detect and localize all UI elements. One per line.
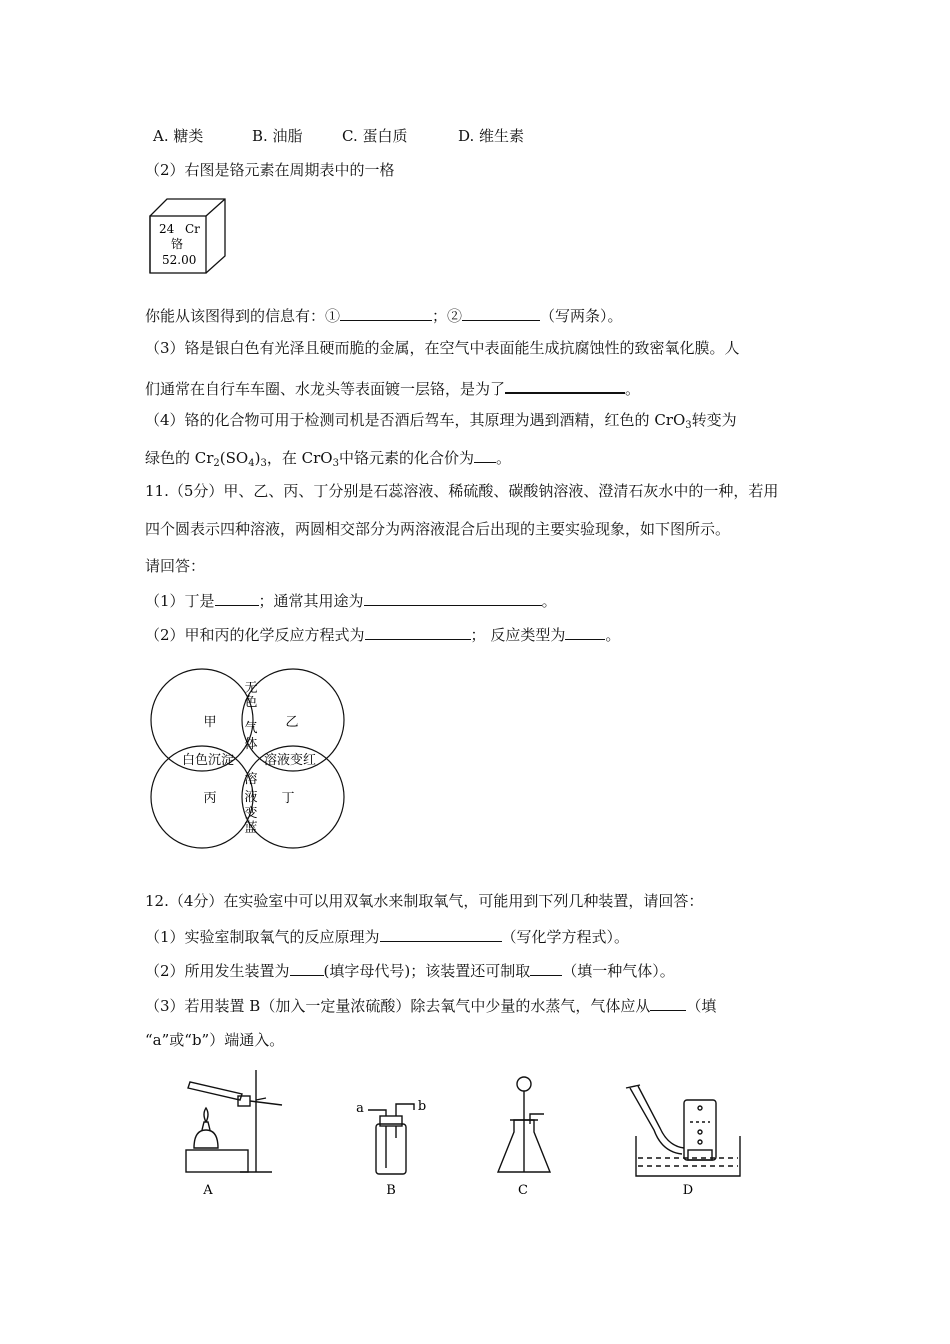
apparatus-label-b: B xyxy=(386,1183,396,1198)
q11-part1: （1）丁是 ；通常其用途为 。 xyxy=(145,589,557,611)
q10-part3-line1: （3）铬是银白色有光泽且硬而脆的金属，在空气中表面能生成抗腐蚀性的致密氧化膜。人 xyxy=(145,339,740,357)
q12-part2: （2）所用发生装置为 (填字母代号)；该装置还可制取 （填一种气体）。 xyxy=(145,959,675,981)
overlap-bottom-4: 蓝 xyxy=(244,821,258,836)
answer-blank-11[interactable] xyxy=(530,959,562,976)
option-a: A. 糖类 xyxy=(153,127,204,145)
answer-blank-7[interactable] xyxy=(365,623,471,640)
overlap-top-3: 气 xyxy=(244,721,258,736)
option-d: D. 维生素 xyxy=(458,127,525,145)
q12-line1: 12.（4分）在实验室中可以用双氧水来制取氧气，可能用到下列几种装置，请回答： xyxy=(145,892,704,910)
q11-line3: 请回答： xyxy=(145,557,206,575)
answer-blank-1[interactable] xyxy=(340,304,432,321)
q11-line1: 11.（5分）甲、乙、丙、丁分别是石蕊溶液、稀硫酸、碳酸钠溶液、澄清石灰水中的一种，若用 xyxy=(145,482,779,500)
answer-blank-4[interactable] xyxy=(474,446,496,463)
answer-blank-8[interactable] xyxy=(565,623,605,640)
apparatus-c xyxy=(498,1077,550,1172)
overlap-bottom-3: 变 xyxy=(244,806,258,821)
answer-blank-6[interactable] xyxy=(364,589,542,606)
answer-blank-10[interactable] xyxy=(290,959,324,976)
overlap-bottom-2: 液 xyxy=(244,790,258,805)
element-cell-figure xyxy=(149,198,229,274)
element-symbol: Cr xyxy=(185,222,200,236)
element-mass: 52.00 xyxy=(162,253,197,267)
apparatus-d xyxy=(626,1085,740,1176)
overlap-top-1: 无 xyxy=(244,681,258,696)
apparatus-label-d: D xyxy=(682,1183,694,1198)
circle-label-ding: 丁 xyxy=(281,791,295,806)
overlap-top-4: 体 xyxy=(244,737,258,752)
apparatus-label-a: A xyxy=(203,1183,213,1198)
overlap-left: 白色沉淀 xyxy=(181,753,235,768)
apparatus-figure xyxy=(180,1068,760,1200)
overlap-right: 溶液变红 xyxy=(263,753,317,768)
port-a-label: a xyxy=(356,1101,364,1116)
answer-blank-2[interactable] xyxy=(462,304,540,321)
option-b: B. 油脂 xyxy=(252,127,303,145)
apparatus-label-c: C xyxy=(518,1183,528,1198)
q11-line2: 四个圆表示四种溶液，两圆相交部分为两溶液混合后出现的主要实验现象，如下图所示。 xyxy=(145,520,731,538)
q12-part3-line2: “a”或“b”）端通入。 xyxy=(145,1031,285,1049)
answer-blank-12[interactable] xyxy=(650,994,686,1011)
q10-part4-line2: 绿色的 $Cr_2(SO_4)_3$，在 CrO$_3$中铬元素的化合价为 。 xyxy=(145,446,511,474)
venn-diagram xyxy=(150,660,350,860)
answer-blank-9[interactable] xyxy=(380,925,502,942)
answer-blank-5[interactable] xyxy=(215,589,259,606)
overlap-top-2: 色 xyxy=(244,695,258,710)
answer-blank-3[interactable] xyxy=(505,376,625,394)
circle-label-yi: 乙 xyxy=(285,715,299,730)
option-c: C. 蛋白质 xyxy=(342,127,408,145)
apparatus-b xyxy=(368,1104,414,1174)
port-b-label: b xyxy=(417,1099,427,1114)
overlap-bottom-1: 溶 xyxy=(244,772,258,787)
q12-part3: （3）若用装置 B（加入一定量浓硫酸）除去氧气中少量的水蒸气，气体应从 （填 xyxy=(145,994,716,1016)
q10-part2-intro: （2）右图是铬元素在周期表中的一格 xyxy=(145,161,395,179)
element-number: 24 xyxy=(159,222,175,236)
q12-part1: （1）实验室制取氧气的反应原理为 （写化学方程式）。 xyxy=(145,925,629,947)
apparatus-a xyxy=(186,1070,282,1172)
q11-part2: （2）甲和丙的化学反应方程式为 ； 反应类型为 。 xyxy=(145,623,620,645)
q10-part4-line1: （4）铬的化合物可用于检测司机是否酒后驾车，其原理为遇到酒精，红色的 CrO$_3$转变为 xyxy=(145,411,737,431)
q10-part2-question: 你能从该图得到的信息有：① ；② （写两条）。 xyxy=(145,304,623,326)
q10-part3-line2: 们通常在自行车车圈、水龙头等表面镀一层铬，是为了 。 xyxy=(145,376,640,399)
circle-label-bing: 丙 xyxy=(203,791,217,806)
element-name: 铬 xyxy=(171,237,184,251)
circle-label-jia: 甲 xyxy=(203,715,217,730)
